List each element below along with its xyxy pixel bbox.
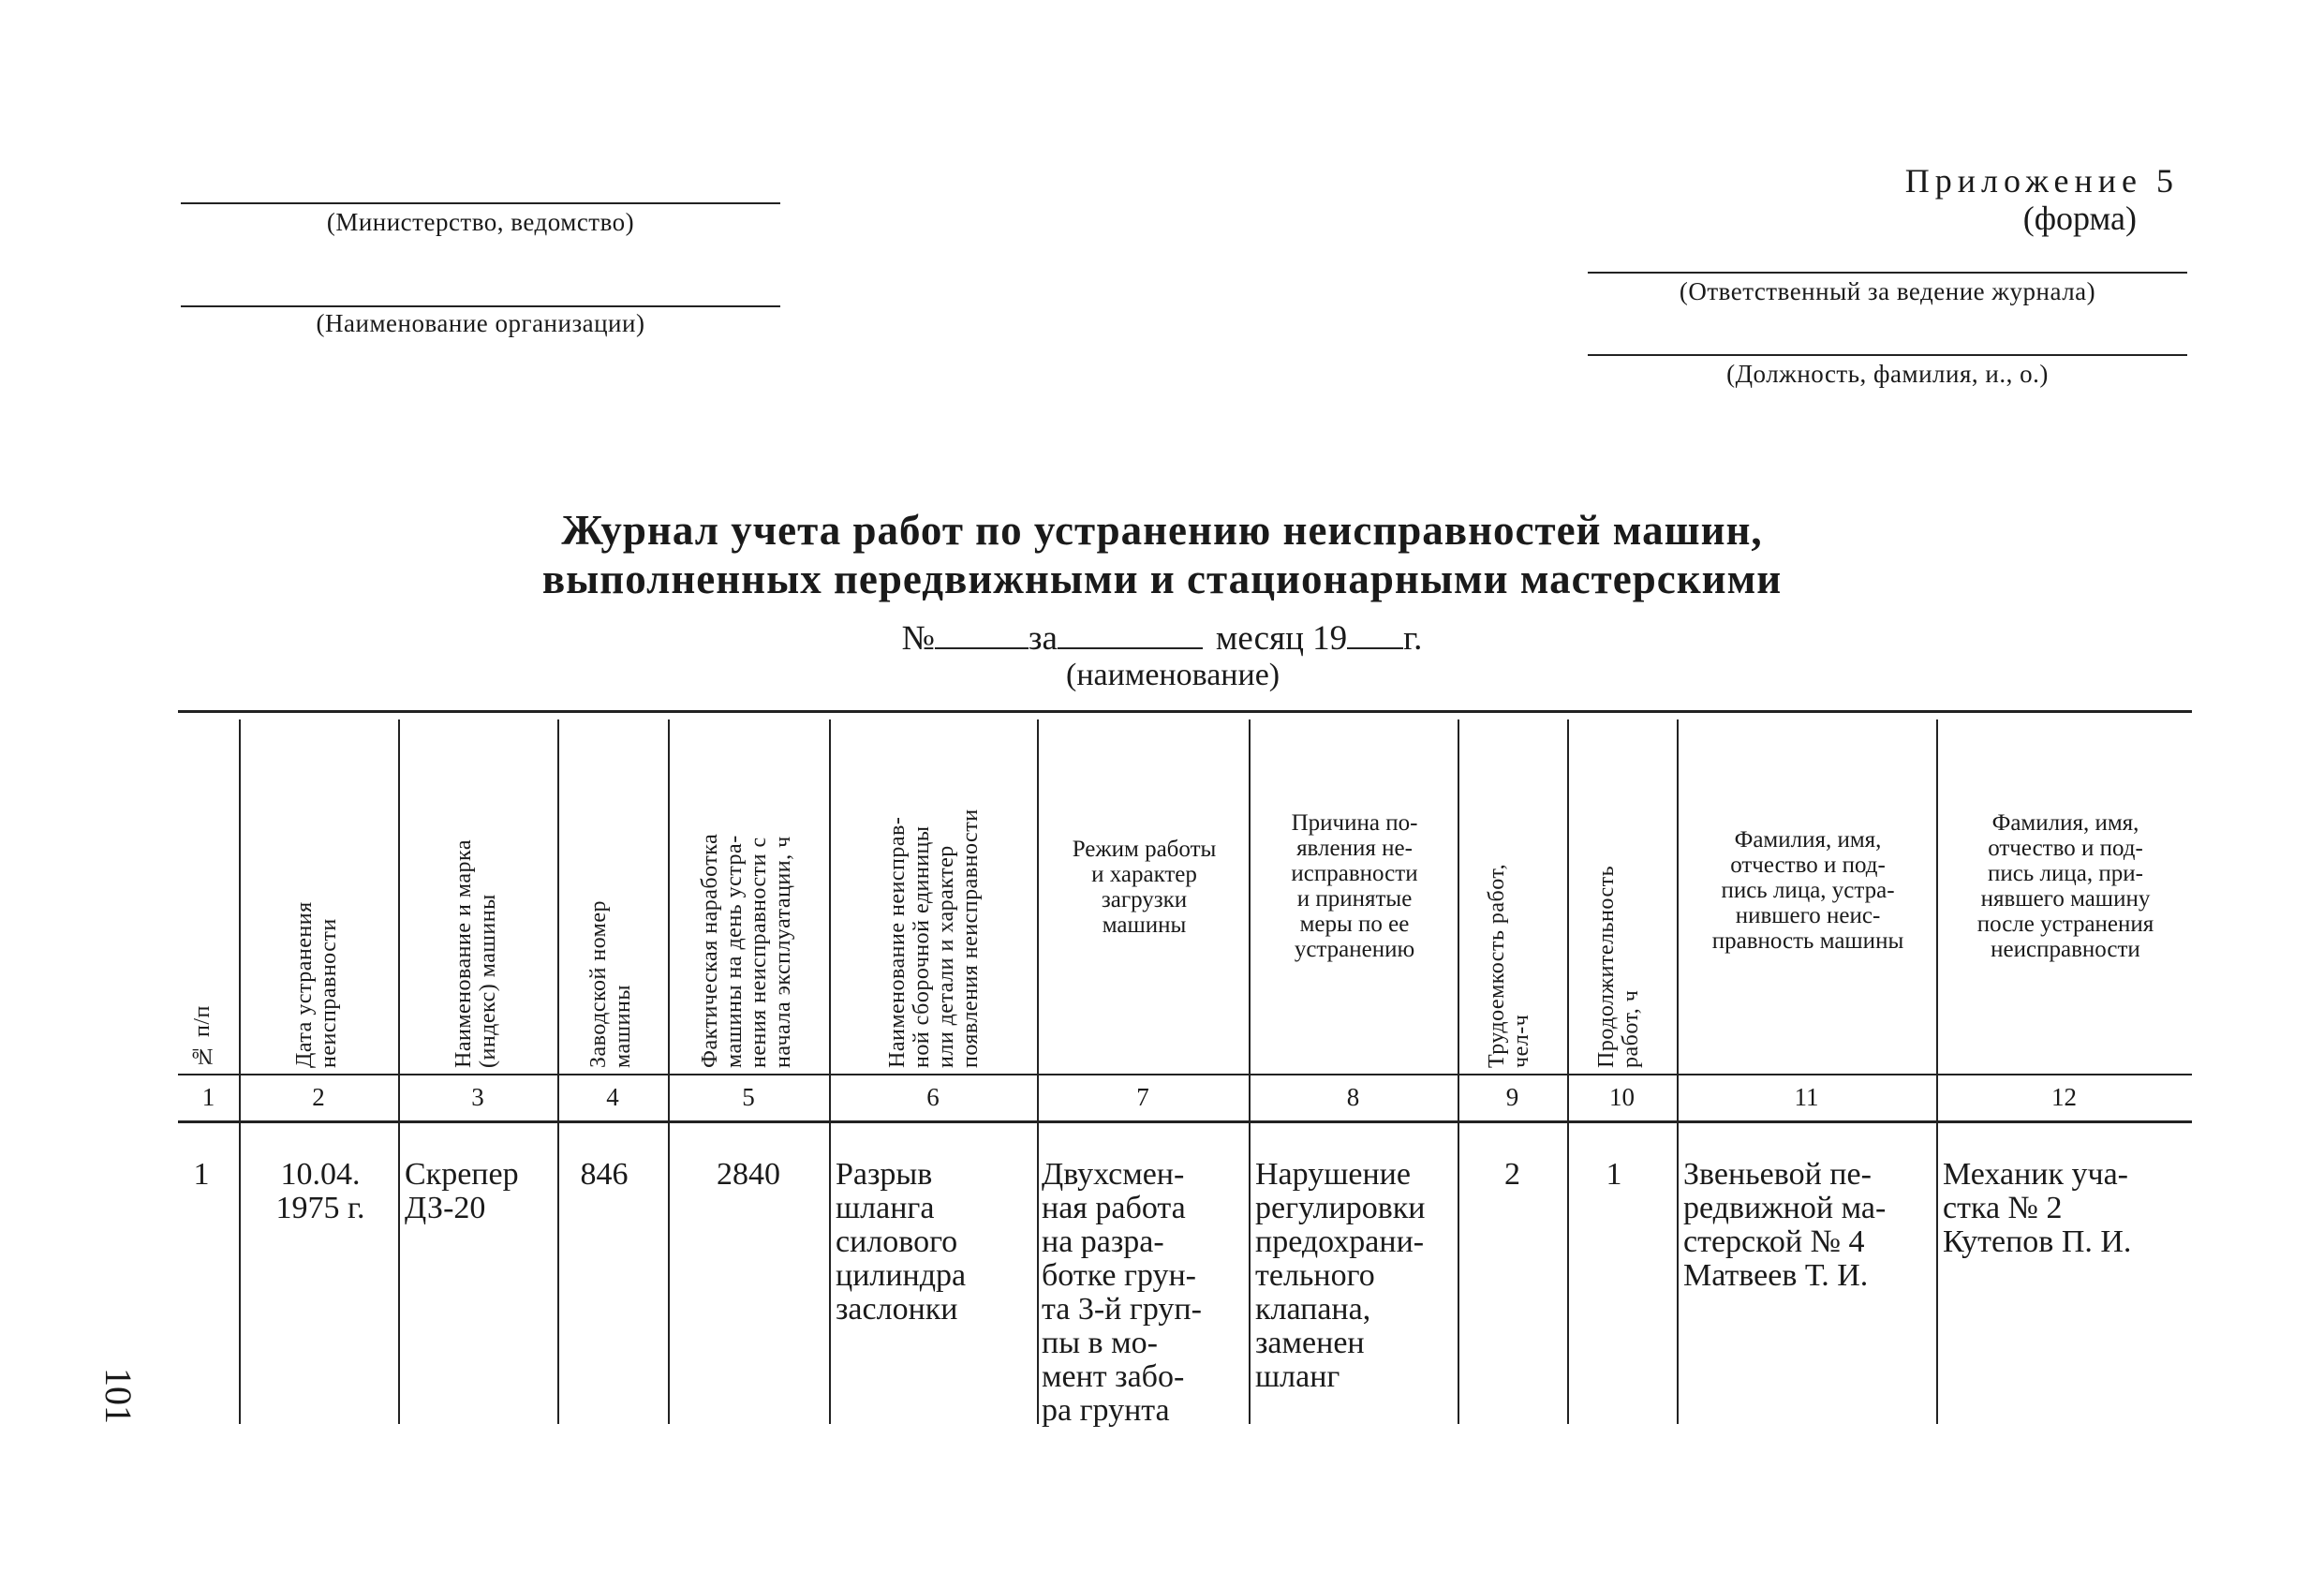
- header-col-5: Фактическая наработка машины на день устра- нения неисправности с начала эксплуатации, ч: [698, 833, 795, 1068]
- table-top-border: [178, 710, 2192, 713]
- col-divider: [1458, 719, 1459, 1424]
- year-blank: [1347, 619, 1403, 649]
- year-suffix: г.: [1403, 619, 1423, 658]
- row-cell-fault: Разрыв шланга силового цилиндра заслонки: [836, 1157, 967, 1327]
- number-label: №: [901, 619, 935, 658]
- col-divider: [557, 719, 559, 1424]
- table-colnum-border: [178, 1120, 2192, 1123]
- row-cell-date: 10.04. 1975 г.: [275, 1157, 365, 1225]
- responsible-blank-line: [1588, 272, 2187, 274]
- form-label: (форма): [2022, 200, 2137, 237]
- header-col-11: Фамилия, имя, отчество и под- пись лица, устра- нившего неис- правность машины: [1711, 827, 1904, 954]
- page-number: 101: [97, 1368, 140, 1424]
- column-number: 4: [606, 1083, 619, 1111]
- organization-caption: (Наименование организации): [316, 309, 645, 337]
- row-cell-mode: Двухсмен- ная работа на разра- ботке грун- та 3-й груп- пы в мо- мент забо- ра грунта: [1042, 1157, 1202, 1428]
- header-col-12: Фамилия, имя, отчество и под- пись лица, при- нявшего машину после устранения неисправности: [1976, 810, 2154, 962]
- journal-title-line-1: Журнал учета работ по устранению неисправностей машин,: [561, 507, 1763, 554]
- name-caption: (наименование): [1066, 658, 1280, 692]
- col-divider: [239, 719, 241, 1424]
- header-col-4: Заводской номер машины: [586, 899, 635, 1068]
- column-number: 8: [1346, 1083, 1360, 1111]
- column-number: 5: [742, 1083, 755, 1111]
- organization-blank-line: [181, 305, 780, 307]
- col-divider: [1249, 719, 1251, 1424]
- column-number: 1: [201, 1083, 215, 1111]
- header-col-10: Продолжительность работ, ч: [1594, 865, 1643, 1068]
- col-divider: [1037, 719, 1039, 1424]
- appendix-label: Приложение 5: [1904, 162, 2179, 200]
- row-cell-number: 1: [193, 1157, 210, 1192]
- column-number: 3: [471, 1083, 484, 1111]
- col-divider: [829, 719, 831, 1424]
- header-col-7: Режим работы и характер загрузки машины: [1072, 837, 1217, 938]
- col-divider: [1936, 719, 1938, 1424]
- row-cell-labor: 2: [1504, 1157, 1520, 1192]
- journal-title-line-2: выполненных передвижными и стационарными мастерскими: [541, 556, 1783, 602]
- ministry-caption: (Министерство, ведомство): [326, 208, 635, 236]
- col-divider: [668, 719, 670, 1424]
- row-cell-repairer: Звеньевой пе- редвижной ма- стерской № 4 Матвеев Т. И.: [1683, 1157, 1887, 1293]
- row-cell-hours: 2840: [717, 1157, 780, 1192]
- col-divider: [1677, 719, 1679, 1424]
- for-label: за: [1028, 619, 1058, 658]
- header-col-8: Причина по- явления не- исправности и принятые меры по ее устранению: [1291, 810, 1418, 962]
- header-col-1: № п/п: [190, 1005, 215, 1068]
- column-number: 11: [1794, 1083, 1819, 1111]
- position-blank-line: [1588, 354, 2187, 356]
- row-cell-machine: Скрепер ДЗ-20: [405, 1157, 519, 1225]
- responsible-caption: (Ответственный за ведение журнала): [1679, 277, 2096, 305]
- issue-line: [0, 618, 2324, 659]
- month-label: месяц 19: [1215, 619, 1348, 658]
- number-blank: [935, 619, 1029, 649]
- header-col-6: Наименование неисправ- ной сборочной единицы или детали и характер появления неисправности: [885, 808, 983, 1068]
- for-blank: [1058, 619, 1203, 649]
- row-cell-duration: 1: [1606, 1157, 1622, 1192]
- column-number: 7: [1136, 1083, 1149, 1111]
- row-cell-serial: 846: [580, 1157, 629, 1192]
- ministry-blank-line: [181, 202, 780, 204]
- header-col-9: Трудоемкость работ, чел-ч: [1485, 863, 1533, 1068]
- column-number: 2: [312, 1083, 325, 1111]
- column-number: 12: [2051, 1083, 2077, 1111]
- position-caption: (Должность, фамилия, и., о.): [1726, 360, 2049, 388]
- row-cell-receiver: Механик уча- стка № 2 Кутепов П. И.: [1943, 1157, 2132, 1259]
- header-col-2: Дата устранения неисправности: [292, 901, 341, 1068]
- row-cell-cause: Нарушение регулировки предохрани- тельного клапана, заменен шланг: [1255, 1157, 1426, 1394]
- header-subline: [178, 1074, 2192, 1075]
- column-number: 9: [1505, 1083, 1519, 1111]
- col-divider: [1567, 719, 1569, 1424]
- col-divider: [398, 719, 400, 1424]
- column-number: 10: [1609, 1083, 1635, 1111]
- header-col-3: Наименование и марка (индекс) машины: [451, 839, 500, 1068]
- column-number: 6: [926, 1083, 940, 1111]
